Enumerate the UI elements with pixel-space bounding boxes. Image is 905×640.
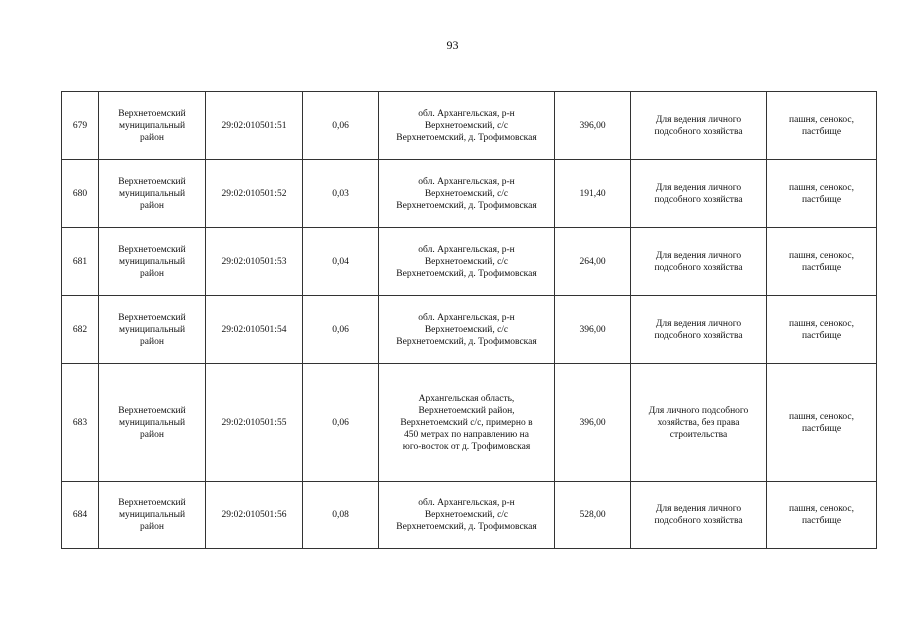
mun-line: Верхнетоемский bbox=[118, 405, 186, 416]
addr-line: обл. Архангельская, р-н bbox=[418, 498, 515, 508]
addr-line: Верхнетоемский, с/с bbox=[424, 120, 509, 131]
cadastral-number-cell: 29:02:010501:52 bbox=[206, 160, 303, 228]
type-line: пастбище bbox=[801, 262, 842, 273]
addr-line: Верхнетоемский, д. Трофимовская bbox=[396, 522, 537, 532]
mun-line: район bbox=[140, 132, 164, 143]
addr-line: Верхнетоемский, д. Трофимовская bbox=[396, 132, 537, 143]
type-line: пашня, сенокос, bbox=[789, 182, 854, 193]
land-type-cell bbox=[767, 228, 877, 296]
type-line: пастбище bbox=[801, 516, 842, 526]
row-number-cell: 681 bbox=[62, 228, 99, 296]
use-line: Для ведения личного bbox=[655, 182, 742, 193]
mun-line: Верхнетоемский bbox=[118, 176, 186, 187]
addr-line: Архангельская область, bbox=[418, 393, 515, 404]
use-line: Для личного подсобного bbox=[648, 405, 749, 416]
use-line: Для ведения личного bbox=[655, 318, 742, 329]
type-line: пашня, сенокос, bbox=[789, 504, 854, 514]
use-line: Для ведения личного bbox=[655, 114, 742, 125]
mun-line: муниципальный bbox=[118, 188, 186, 199]
use-line: подсобного хозяйства bbox=[654, 516, 743, 526]
addr-line: обл. Архангельская, р-н bbox=[418, 176, 515, 187]
use-line: подсобного хозяйства bbox=[654, 262, 743, 273]
area-cell: 0,03 bbox=[303, 160, 379, 228]
mun-line: муниципальный bbox=[118, 120, 186, 131]
municipality-cell bbox=[99, 160, 206, 228]
table-row bbox=[62, 364, 877, 482]
mun-line: муниципальный bbox=[118, 256, 186, 267]
type-line: пашня, сенокос, bbox=[789, 411, 854, 422]
type-line: пастбище bbox=[801, 423, 842, 434]
area-cell: 0,06 bbox=[303, 364, 379, 482]
cadastral-number-cell: 29:02:010501:55 bbox=[206, 364, 303, 482]
table-body bbox=[62, 92, 877, 549]
address-cell bbox=[379, 364, 555, 482]
cadastral-number-cell: 29:02:010501:51 bbox=[206, 92, 303, 160]
use-line: строительства bbox=[669, 429, 728, 440]
addr-line: Верхнетоемский, с/с bbox=[424, 324, 509, 335]
addr-line: обл. Архангельская, р-н bbox=[418, 244, 515, 255]
mun-line: район bbox=[140, 268, 164, 279]
municipality-cell bbox=[99, 228, 206, 296]
value-cell: 528,00 bbox=[555, 482, 631, 549]
use-line: подсобного хозяйства bbox=[654, 126, 743, 137]
type-line: пастбище bbox=[801, 330, 842, 341]
permitted-use-cell bbox=[631, 160, 767, 228]
address-cell bbox=[379, 296, 555, 364]
addr-line: Верхнетоемский с/с, примерно в bbox=[400, 417, 533, 428]
table-row bbox=[62, 92, 877, 160]
municipality-cell bbox=[99, 92, 206, 160]
addr-line: обл. Архангельская, р-н bbox=[418, 108, 515, 119]
table-row bbox=[62, 160, 877, 228]
mun-line: Верхнетоемский bbox=[118, 498, 186, 508]
permitted-use-cell bbox=[631, 228, 767, 296]
permitted-use-cell bbox=[631, 364, 767, 482]
use-line: подсобного хозяйства bbox=[654, 330, 743, 341]
address-cell bbox=[379, 482, 555, 549]
addr-line: Верхнетоемский, д. Трофимовская bbox=[396, 200, 537, 211]
land-type-cell bbox=[767, 160, 877, 228]
use-line: Для ведения личного bbox=[655, 250, 742, 261]
cadastral-number-cell: 29:02:010501:54 bbox=[206, 296, 303, 364]
addr-line: юго-восток от д. Трофимовская bbox=[402, 441, 531, 452]
address-cell bbox=[379, 92, 555, 160]
mun-line: Верхнетоемский bbox=[118, 312, 186, 323]
row-number-cell: 683 bbox=[62, 364, 99, 482]
address-cell bbox=[379, 228, 555, 296]
permitted-use-cell bbox=[631, 92, 767, 160]
area-cell: 0,06 bbox=[303, 296, 379, 364]
mun-line: Верхнетоемский bbox=[118, 108, 186, 119]
cadastral-number-cell: 29:02:010501:53 bbox=[206, 228, 303, 296]
value-cell: 396,00 bbox=[555, 296, 631, 364]
addr-line: Верхнетоемский, с/с bbox=[424, 510, 509, 520]
type-line: пашня, сенокос, bbox=[789, 318, 854, 329]
type-line: пастбище bbox=[801, 194, 842, 205]
addr-line: обл. Архангельская, р-н bbox=[418, 312, 515, 323]
row-number-cell: 682 bbox=[62, 296, 99, 364]
type-line: пашня, сенокос, bbox=[789, 114, 854, 125]
use-line: хозяйства, без права bbox=[657, 417, 740, 428]
use-line: Для ведения личного bbox=[655, 504, 742, 514]
table-row bbox=[62, 228, 877, 296]
municipality-cell bbox=[99, 296, 206, 364]
value-cell: 396,00 bbox=[555, 364, 631, 482]
row-number-cell: 680 bbox=[62, 160, 99, 228]
table-row bbox=[62, 482, 877, 549]
municipality-cell bbox=[99, 364, 206, 482]
land-plots-table bbox=[61, 91, 877, 549]
addr-line: Верхнетоемский, с/с bbox=[424, 256, 509, 267]
land-type-cell bbox=[767, 296, 877, 364]
mun-line: муниципальный bbox=[118, 324, 186, 335]
mun-line: район bbox=[140, 200, 164, 211]
value-cell: 396,00 bbox=[555, 92, 631, 160]
area-cell: 0,08 bbox=[303, 482, 379, 549]
land-type-cell bbox=[767, 364, 877, 482]
addr-line: Верхнетоемский, с/с bbox=[424, 188, 509, 199]
value-cell: 191,40 bbox=[555, 160, 631, 228]
mun-line: район bbox=[140, 336, 164, 347]
type-line: пашня, сенокос, bbox=[789, 250, 854, 261]
address-cell bbox=[379, 160, 555, 228]
addr-line: 450 метрах по направлению на bbox=[404, 429, 529, 440]
addr-line: Верхнетоемский, д. Трофимовская bbox=[396, 336, 537, 347]
mun-line: район bbox=[140, 522, 164, 532]
mun-line: муниципальный bbox=[118, 510, 186, 520]
use-line: подсобного хозяйства bbox=[654, 194, 743, 205]
mun-line: муниципальный bbox=[118, 417, 186, 428]
addr-line: Верхнетоемский район, bbox=[418, 405, 515, 416]
mun-line: Верхнетоемский bbox=[118, 244, 186, 255]
municipality-cell bbox=[99, 482, 206, 549]
type-line: пастбище bbox=[801, 126, 842, 137]
permitted-use-cell bbox=[631, 482, 767, 549]
value-cell: 264,00 bbox=[555, 228, 631, 296]
row-number-cell: 684 bbox=[62, 482, 99, 549]
table-row bbox=[62, 296, 877, 364]
land-type-cell bbox=[767, 92, 877, 160]
permitted-use-cell bbox=[631, 296, 767, 364]
cadastral-number-cell: 29:02:010501:56 bbox=[206, 482, 303, 549]
area-cell: 0,04 bbox=[303, 228, 379, 296]
addr-line: Верхнетоемский, д. Трофимовская bbox=[396, 268, 537, 279]
row-number-cell: 679 bbox=[62, 92, 99, 160]
land-type-cell bbox=[767, 482, 877, 549]
area-cell: 0,06 bbox=[303, 92, 379, 160]
page-number: 93 bbox=[446, 38, 459, 52]
mun-line: район bbox=[140, 429, 164, 440]
